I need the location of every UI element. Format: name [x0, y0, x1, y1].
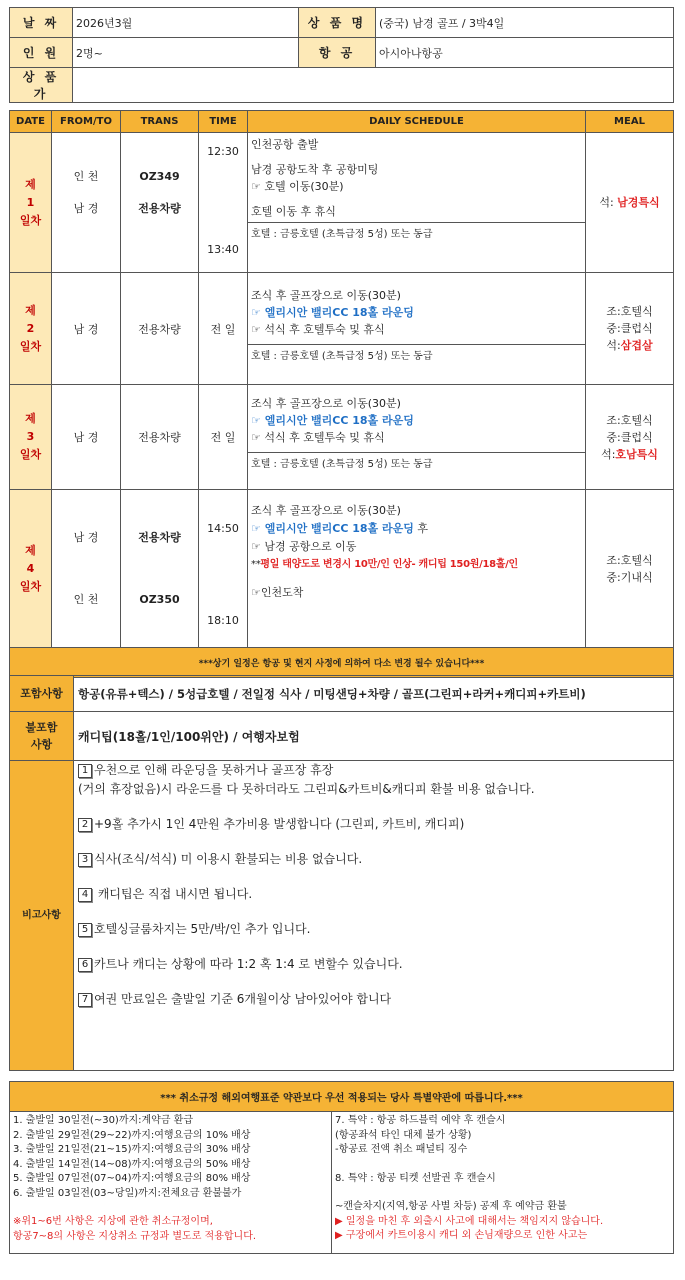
cancel-note: ▶ 일정을 마친 후 외출시 사고에 대해서는 책임지지 않습니다. — [335, 1215, 604, 1227]
cancel-note: 항공7~8의 사항은 지상취소 규정과 별도로 적용합니다. — [13, 1230, 257, 1242]
cancel-rule: 6. 출발일 03일전(03~당일)까지:전체요금 환불불가 — [13, 1187, 242, 1199]
cancel-rule: 2. 출발일 29일전(29~22)까지:여행요금의 10% 배상 — [13, 1129, 251, 1141]
day-4-meal: 조:호텔식 중:기내식 — [586, 490, 674, 648]
excluded-text: 캐디팁(18홀/1인/100위안) / 여행자보험 — [74, 712, 674, 761]
schedule-line: ☞ 석식 후 호텔투숙 및 휴식 — [251, 323, 385, 336]
airline-label: 항 공 — [299, 38, 376, 68]
remark-item: 6 카트나 캐디는 상황에 따라 1:2 혹 1:4 로 변할수 있습니다. — [78, 955, 669, 974]
cancel-rule: -항공료 전액 취소 패널티 징수 — [335, 1144, 468, 1155]
airline-value: 아시아나항공 — [376, 38, 674, 68]
cancel-rule: 8. 특약 : 항공 티켓 선발권 후 캔슬시 — [335, 1172, 496, 1184]
cancel-rule: 7. 특약 : 항공 하드블럭 예약 후 캔슬시 — [335, 1115, 506, 1126]
hotel-info: 호텔 : 금릉호텔 (초특급정 5성) 또는 동급 — [248, 344, 585, 370]
cancel-note: ※위1~6번 사항은 지상에 관한 취소규정이며, — [13, 1216, 213, 1227]
col-schedule: DAILY SCHEDULE — [248, 111, 586, 133]
schedule-line: ☞ 호텔 이동(30분) — [251, 180, 344, 193]
remarks-list — [74, 761, 674, 1071]
inclusions-table — [9, 675, 674, 1071]
schedule-line: ☞ 남경 공항으로 이동 — [251, 540, 357, 553]
day-2-time: 전 일 — [199, 273, 248, 385]
day-4-from-to: 남 경 인 천 — [52, 490, 121, 648]
cancel-rule: 5. 출발일 07일전(07~04)까지:여행요금의 80% 배상 — [13, 1173, 251, 1184]
col-meal: MEAL — [586, 111, 674, 133]
col-trans: TRANS — [121, 111, 199, 133]
day-3-time: 전 일 — [199, 385, 248, 490]
people-label: 인 원 — [10, 38, 73, 68]
day-3-schedule — [248, 385, 586, 490]
day-3-meal: 조:호텔식 중:클럽식 석:호남특식 — [586, 385, 674, 490]
schedule-line: 호텔 이동 후 휴식 — [251, 205, 336, 218]
product-info-table — [9, 7, 674, 103]
cancellation-table — [9, 1081, 674, 1254]
day-1-trans: OZ349 전용차량 — [121, 133, 199, 273]
cancel-rule: (항공좌석 타인 대체 불가 상황) — [335, 1129, 472, 1141]
remark-item: 4 캐디팁은 직접 내시면 됩니다. — [78, 885, 669, 904]
people-value: 2명~ — [73, 38, 299, 68]
schedule-line: ☞ 엘리시안 밸리CC 18홀 라운딩 — [251, 414, 414, 427]
price-value — [73, 68, 674, 103]
schedule-line: ☞ 석식 후 호텔투숙 및 휴식 — [251, 431, 385, 444]
remark-item: 1 우천으로 인해 라운딩을 못하거나 골프장 휴장 (거의 휴장없음)시 라운드를 다 못하더라도 그린피&카트비&캐디피 환불 비용 없습니다. — [78, 763, 535, 796]
day-3-from-to: 남 경 — [52, 385, 121, 490]
col-from-to: FROM/TO — [52, 111, 121, 133]
cancel-rule: 3. 출발일 21일전(21~15)까지:여행요금의 30% 배상 — [13, 1144, 251, 1155]
day-2-meal: 조:호텔식 중:클럽식 석:삼겹살 — [586, 273, 674, 385]
hotel-info: 호텔 : 금릉호텔 (초특급정 5성) 또는 동급 — [248, 222, 585, 246]
day-1-from-to: 인 천 남 경 — [52, 133, 121, 273]
day-3-trans: 전용차량 — [121, 385, 199, 490]
col-date: DATE — [10, 111, 52, 133]
day-4-label: 제 4 일차 — [10, 490, 52, 648]
day-4-time: 14:50 18:10 — [199, 490, 248, 648]
schedule-table — [9, 110, 674, 678]
schedule-line: ☞ 엘리시안 밸리CC 18홀 라운딩 — [251, 306, 414, 319]
remark-item: 7 여권 만료일은 출발일 기준 6개월이상 남아있어야 합니다 — [78, 990, 669, 1009]
hotel-info: 호텔 : 금릉호텔 (초특급정 5성) 또는 동급 — [248, 452, 585, 478]
cancellation-left — [10, 1112, 332, 1254]
cancellation-title: *** 취소규정 해외여행표준 약관보다 우선 적용되는 당사 특별약관에 따릅니다.*** — [10, 1082, 674, 1112]
cancel-rule: ~캔슬차지(지역,항공 사별 차등) 공제 후 예약금 환불 — [335, 1201, 567, 1212]
col-time: TIME — [199, 111, 248, 133]
price-label: 상 품 가 — [10, 68, 73, 103]
remark-item: 3 식사(조식/석식) 미 이용시 환불되는 비용 없습니다. — [78, 850, 669, 869]
included-text: 항공(유류+텍스) / 5성급호텔 / 전일정 식사 / 미팅샌딩+차량 / 골프(그린피+라커+캐디피+카트비) — [74, 676, 674, 712]
excluded-label: 불포함 사항 — [10, 712, 74, 761]
day-1-label: 제 1 일차 — [10, 133, 52, 273]
schedule-line: ☞인천도착 — [251, 586, 304, 599]
schedule-line: 남경 공항도착 후 공항미팅 — [251, 163, 379, 176]
day-1-time: 12:30 13:40 — [199, 133, 248, 273]
included-label: 포함사항 — [10, 676, 74, 712]
schedule-line: 인천공항 출발 — [251, 138, 319, 151]
schedule-line: ☞ 엘리시안 밸리CC 18홀 라운딩 후 — [251, 522, 429, 535]
date-value: 2026년3월 — [73, 8, 299, 38]
schedule-notice: ***상기 일정은 항공 및 현지 사정에 의하여 다소 변경 될수 있습니다*** — [10, 648, 674, 678]
product-label: 상 품 명 — [299, 8, 376, 38]
day-1-meal: 석: 남경특식 — [586, 133, 674, 273]
day-3-label: 제 3 일차 — [10, 385, 52, 490]
day-2-trans: 전용차량 — [121, 273, 199, 385]
remarks-label: 비고사항 — [10, 761, 74, 1071]
cancellation-right — [332, 1112, 674, 1254]
schedule-line: 조식 후 골프장으로 이동(30분) — [251, 397, 401, 410]
cancel-rule: 1. 출발일 30일전(~30)까지:계약금 환급 — [13, 1115, 193, 1126]
cancel-note: ▶ 구장에서 카트이용시 캐디 외 손님재량으로 인한 사고는 — [335, 1230, 588, 1241]
day-2-schedule — [248, 273, 586, 385]
date-label: 날 짜 — [10, 8, 73, 38]
day-4-trans: 전용차량 OZ350 — [121, 490, 199, 648]
cancel-rule: 4. 출발일 14일전(14~08)까지:여행요금의 50% 배상 — [13, 1158, 251, 1170]
day-4-schedule — [248, 490, 586, 648]
product-value: (중국) 남경 골프 / 3박4일 — [376, 8, 674, 38]
day-2-from-to: 남 경 — [52, 273, 121, 385]
remark-item: 2 +9홀 추가시 1인 4만원 추가비용 발생합니다 (그린피, 카트비, 캐디피) — [78, 815, 669, 834]
schedule-line: 조식 후 골프장으로 이동(30분) — [251, 504, 401, 517]
schedule-line: **평일 태양도로 변경시 10만/인 인상- 캐디팁 150원/18홀/인 — [251, 559, 518, 570]
remark-item: 5 호텔싱글룸차지는 5만/박/인 추가 입니다. — [78, 920, 669, 939]
day-2-label: 제 2 일차 — [10, 273, 52, 385]
schedule-line: 조식 후 골프장으로 이동(30분) — [251, 289, 401, 302]
day-1-schedule — [248, 133, 586, 273]
